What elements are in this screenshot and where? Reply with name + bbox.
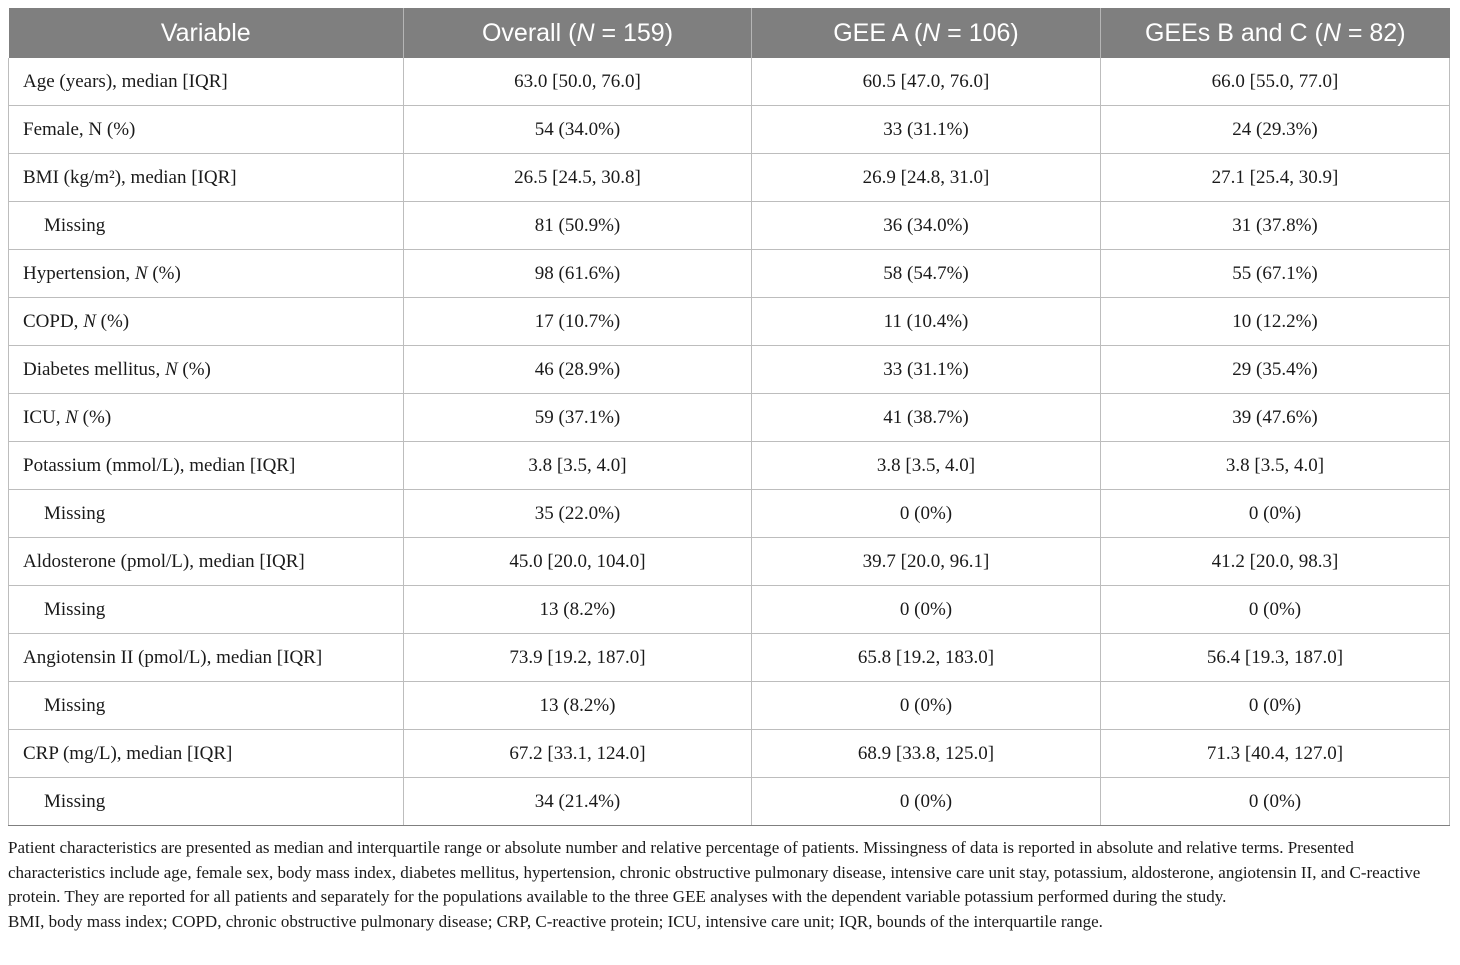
gees-b-c-cell: 0 (0%) <box>1101 682 1450 730</box>
gees-b-c-cell: 56.4 [19.3, 187.0] <box>1101 634 1450 682</box>
table-row <box>9 106 1450 154</box>
overall-cell: 63.0 [50.0, 76.0] <box>404 58 752 106</box>
table-row <box>9 586 1450 634</box>
overall-cell: 54 (34.0%) <box>404 106 752 154</box>
table-body <box>9 58 1450 826</box>
gee-a-cell: 58 (54.7%) <box>752 250 1101 298</box>
header-gee-a <box>752 8 1101 58</box>
gee-a-cell: 33 (31.1%) <box>752 106 1101 154</box>
variable-label: Aldosterone (pmol/L), median [IQR] <box>23 550 305 572</box>
variable-cell <box>9 538 404 586</box>
variable-label: CRP (mg/L), median [IQR] <box>23 742 233 764</box>
overall-cell: 81 (50.9%) <box>404 202 752 250</box>
variable-label: Hypertension, <box>23 262 135 284</box>
header-n-symbol: N <box>1322 18 1341 47</box>
variable-cell <box>9 106 404 154</box>
variable-cell <box>9 490 404 538</box>
table-row <box>9 154 1450 202</box>
overall-cell: 67.2 [33.1, 124.0] <box>404 730 752 778</box>
header-count: = 82) <box>1340 18 1406 47</box>
variable-n-symbol: N <box>83 310 96 332</box>
overall-cell: 73.9 [19.2, 187.0] <box>404 634 752 682</box>
gee-a-cell: 41 (38.7%) <box>752 394 1101 442</box>
table-row <box>9 538 1450 586</box>
gees-b-c-cell: 3.8 [3.5, 4.0] <box>1101 442 1450 490</box>
gees-b-c-cell: 0 (0%) <box>1101 490 1450 538</box>
variable-n-symbol: N <box>164 358 178 380</box>
table-row <box>9 442 1450 490</box>
header-text: GEE A ( <box>833 18 923 47</box>
overall-cell: 59 (37.1%) <box>404 394 752 442</box>
header-n-symbol: N <box>576 18 595 47</box>
overall-cell: 35 (22.0%) <box>404 490 752 538</box>
gees-b-c-cell: 31 (37.8%) <box>1101 202 1450 250</box>
variable-cell <box>9 250 404 298</box>
gee-a-cell: 60.5 [47.0, 76.0] <box>752 58 1101 106</box>
footnote-description: Patient characteristics are presented as median and interquartile range or absolute number and relative percentage of patients. Missingness of data is reported in absolute and relative terms. Presented characteristics include age, female sex, body mass index, diabetes mellitus, hypertension, chronic obstructive pulmonary disease, intensive care unit stay, potassium, aldosterone, angiotensin II, and C-reactive protein. They are reported for all patients and separately for the populations available to the three GEE analyses with the dependent variable potassium performed during the study. <box>8 838 1421 906</box>
variable-cell <box>9 298 404 346</box>
table-row <box>9 634 1450 682</box>
variable-label: Missing <box>44 214 106 236</box>
table-row <box>9 298 1450 346</box>
variable-cell <box>9 586 404 634</box>
variable-cell <box>9 634 404 682</box>
variable-label: Female, N (%) <box>23 118 136 140</box>
header-count: = 159) <box>594 18 674 47</box>
header-text: Variable <box>160 18 251 47</box>
table-header <box>9 8 1450 58</box>
gees-b-c-cell: 0 (0%) <box>1101 778 1450 826</box>
variable-label: ICU, <box>23 406 66 428</box>
variable-cell <box>9 394 404 442</box>
gee-a-cell: 68.9 [33.8, 125.0] <box>752 730 1101 778</box>
overall-cell: 26.5 [24.5, 30.8] <box>404 154 752 202</box>
variable-n-symbol: N <box>65 406 78 428</box>
variable-cell <box>9 730 404 778</box>
variable-label: Missing <box>44 790 106 812</box>
table-row <box>9 250 1450 298</box>
header-n-symbol: N <box>922 18 941 47</box>
overall-cell: 13 (8.2%) <box>404 586 752 634</box>
variable-cell <box>9 154 404 202</box>
variable-cell <box>9 202 404 250</box>
header-variable <box>9 8 404 58</box>
gee-a-cell: 0 (0%) <box>752 490 1101 538</box>
gees-b-c-cell: 29 (35.4%) <box>1101 346 1450 394</box>
gees-b-c-cell: 24 (29.3%) <box>1101 106 1450 154</box>
characteristics-table-container <box>8 8 1449 826</box>
overall-cell: 98 (61.6%) <box>404 250 752 298</box>
variable-label: COPD, <box>23 310 84 332</box>
header-text: GEEs B and C ( <box>1144 18 1323 47</box>
variable-label: Potassium (mmol/L), median [IQR] <box>23 454 296 476</box>
variable-n-symbol: N <box>134 262 148 284</box>
table-row <box>9 490 1450 538</box>
table-row <box>9 58 1450 106</box>
header-overall <box>404 8 752 58</box>
header-count: = 106) <box>940 18 1019 47</box>
patient-characteristics-table <box>8 8 1450 826</box>
gee-a-cell: 0 (0%) <box>752 778 1101 826</box>
gees-b-c-cell: 0 (0%) <box>1101 586 1450 634</box>
variable-label: BMI (kg/m²), median [IQR] <box>23 166 237 188</box>
gees-b-c-cell: 71.3 [40.4, 127.0] <box>1101 730 1450 778</box>
variable-label: Missing <box>44 598 106 620</box>
gees-b-c-cell: 55 (67.1%) <box>1101 250 1450 298</box>
variable-cell <box>9 346 404 394</box>
gee-a-cell: 3.8 [3.5, 4.0] <box>752 442 1101 490</box>
header-gees-b-c <box>1101 8 1450 58</box>
table-row <box>9 730 1450 778</box>
overall-cell: 45.0 [20.0, 104.0] <box>404 538 752 586</box>
header-text: Overall ( <box>481 18 577 47</box>
variable-label: Angiotensin II (pmol/L), median [IQR] <box>23 646 323 668</box>
gee-a-cell: 65.8 [19.2, 183.0] <box>752 634 1101 682</box>
gees-b-c-cell: 41.2 [20.0, 98.3] <box>1101 538 1450 586</box>
gees-b-c-cell: 27.1 [25.4, 30.9] <box>1101 154 1450 202</box>
variable-cell <box>9 682 404 730</box>
header-row <box>9 8 1450 58</box>
overall-cell: 46 (28.9%) <box>404 346 752 394</box>
variable-cell <box>9 442 404 490</box>
gee-a-cell: 33 (31.1%) <box>752 346 1101 394</box>
overall-cell: 13 (8.2%) <box>404 682 752 730</box>
variable-label: Missing <box>44 502 106 524</box>
overall-cell: 3.8 [3.5, 4.0] <box>404 442 752 490</box>
variable-label-suffix: (%) <box>177 358 211 380</box>
variable-cell <box>9 778 404 826</box>
variable-label: Age (years), median [IQR] <box>23 70 228 92</box>
table-row <box>9 346 1450 394</box>
variable-label-suffix: (%) <box>77 406 112 428</box>
gee-a-cell: 0 (0%) <box>752 682 1101 730</box>
gee-a-cell: 11 (10.4%) <box>752 298 1101 346</box>
gee-a-cell: 36 (34.0%) <box>752 202 1101 250</box>
overall-cell: 17 (10.7%) <box>404 298 752 346</box>
variable-cell <box>9 58 404 106</box>
gees-b-c-cell: 66.0 [55.0, 77.0] <box>1101 58 1450 106</box>
gee-a-cell: 0 (0%) <box>752 586 1101 634</box>
table-row <box>9 682 1450 730</box>
variable-label: Missing <box>44 694 106 716</box>
gees-b-c-cell: 10 (12.2%) <box>1101 298 1450 346</box>
variable-label-suffix: (%) <box>147 262 181 284</box>
gees-b-c-cell: 39 (47.6%) <box>1101 394 1450 442</box>
table-row <box>9 394 1450 442</box>
table-row <box>9 778 1450 826</box>
overall-cell: 34 (21.4%) <box>404 778 752 826</box>
table-row <box>9 202 1450 250</box>
gee-a-cell: 26.9 [24.8, 31.0] <box>752 154 1101 202</box>
footnote-abbreviations: BMI, body mass index; COPD, chronic obstructive pulmonary disease; CRP, C-reactive protein; ICU, intensive care unit; IQR, bounds of the interquartile range. <box>8 911 1103 931</box>
table-footnotes <box>8 836 1454 934</box>
variable-label-suffix: (%) <box>95 310 130 332</box>
variable-label: Diabetes mellitus, <box>23 358 165 380</box>
gee-a-cell: 39.7 [20.0, 96.1] <box>752 538 1101 586</box>
